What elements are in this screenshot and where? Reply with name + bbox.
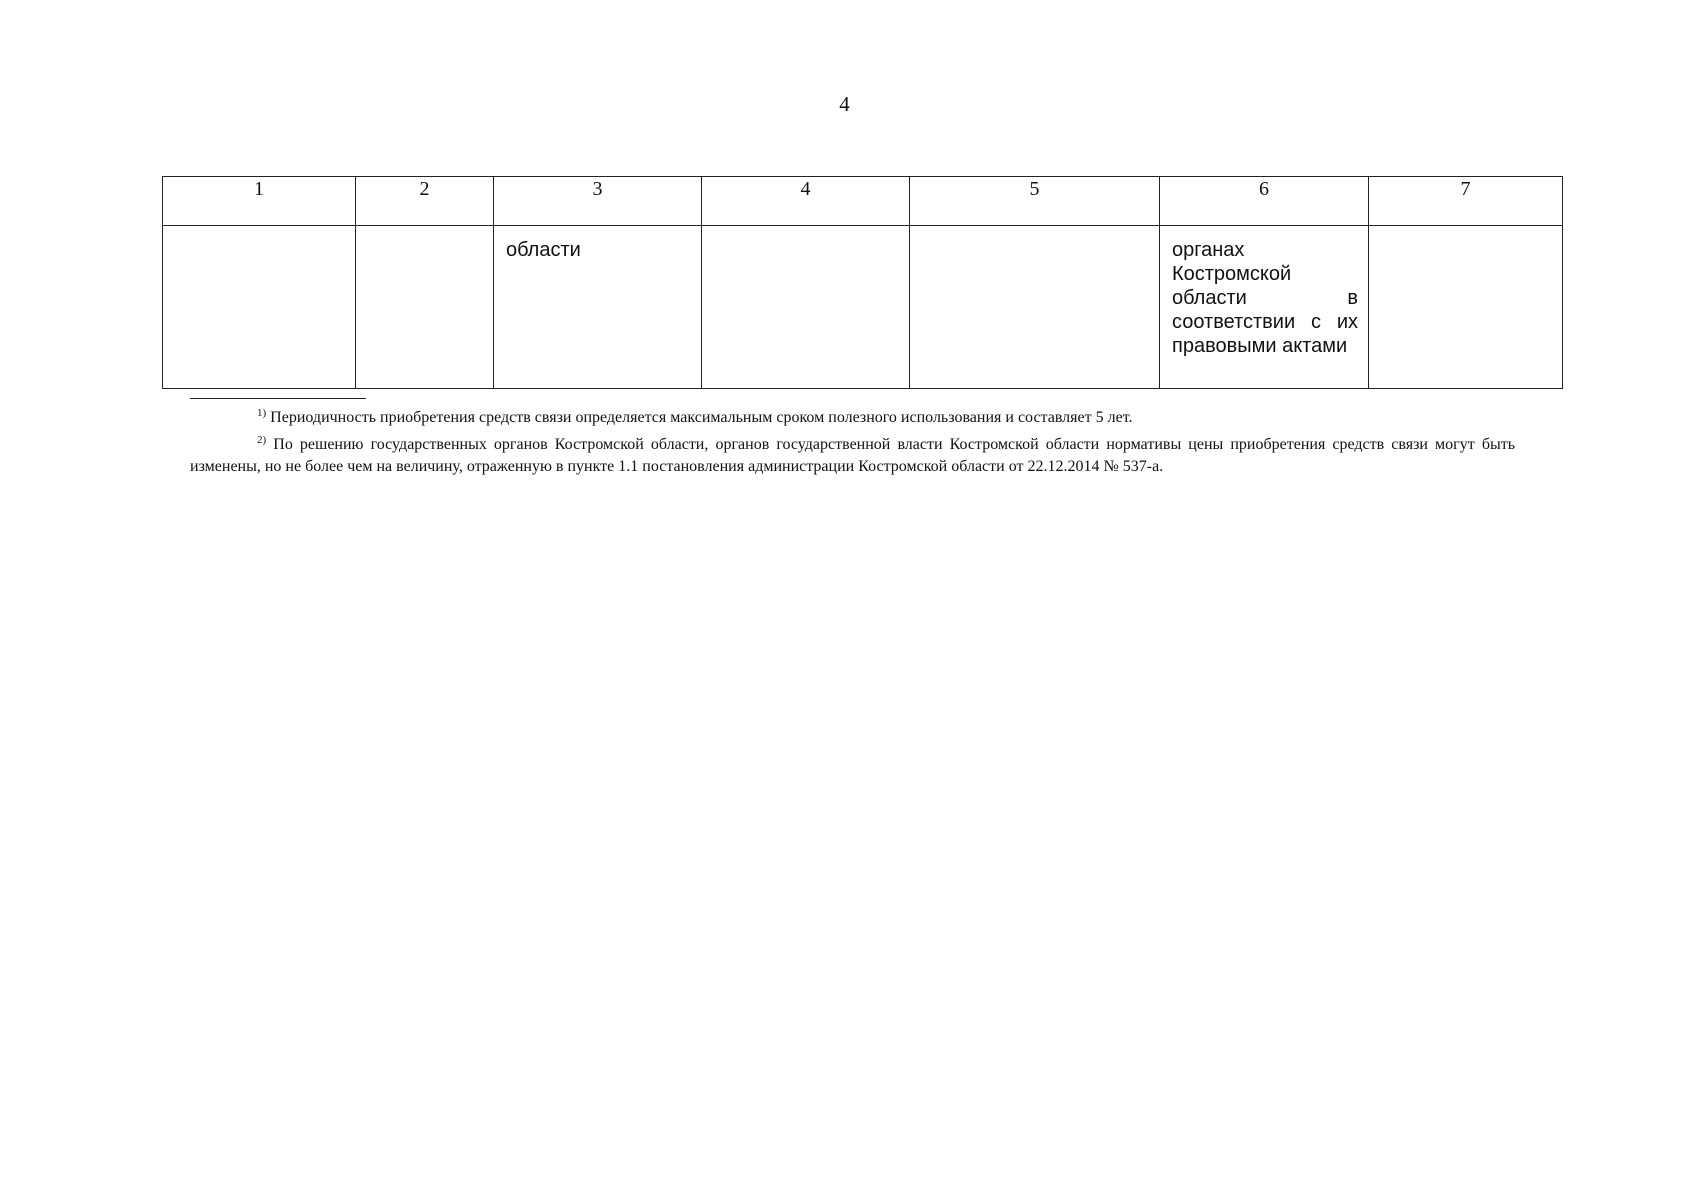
cell-line: органах [1172, 239, 1245, 261]
cell-line: области в [1172, 287, 1358, 309]
table-header-row [163, 177, 1563, 226]
table-row [163, 226, 1563, 389]
footnote-text: Периодичность приобретения средств связи определяется максимальным сроком полезного использования и составляет 5 лет. [270, 409, 1133, 426]
footnote-divider [190, 398, 366, 399]
footnote-mark: 1) [257, 407, 267, 419]
header-cell: 1 [163, 177, 356, 226]
table-cell [356, 226, 494, 389]
table-cell [702, 226, 910, 389]
footnote-1 [190, 402, 1515, 429]
footnote-text: По решению государственных органов Костромской области, органов государственной власти Костромской области нормативы цены приобретения средств связи могут быть изменены, но не более чем на величину, отраженную в пункте 1.1 постановления администрации Костромской области от 22.12.2014 № 537-а. [190, 436, 1516, 475]
page-number: 4 [839, 92, 850, 116]
table-cell [910, 226, 1160, 389]
table-cell [163, 226, 356, 389]
norms-table [162, 176, 1563, 389]
footnotes [190, 402, 1515, 478]
table-cell: области [494, 226, 702, 389]
header-cell: 6 [1160, 177, 1369, 226]
table-cell-col6 [1160, 226, 1369, 389]
footnote-2 [190, 429, 1515, 478]
cell-line: соответствии с их [1172, 311, 1358, 333]
header-cell: 7 [1369, 177, 1563, 226]
cell-line: правовыми актами [1172, 335, 1348, 357]
header-cell: 3 [494, 177, 702, 226]
header-cell: 2 [356, 177, 494, 226]
header-cell: 4 [702, 177, 910, 226]
footnote-mark: 2) [257, 434, 267, 446]
cell-line: Костромской [1172, 263, 1292, 285]
table-cell [1369, 226, 1563, 389]
header-cell: 5 [910, 177, 1160, 226]
